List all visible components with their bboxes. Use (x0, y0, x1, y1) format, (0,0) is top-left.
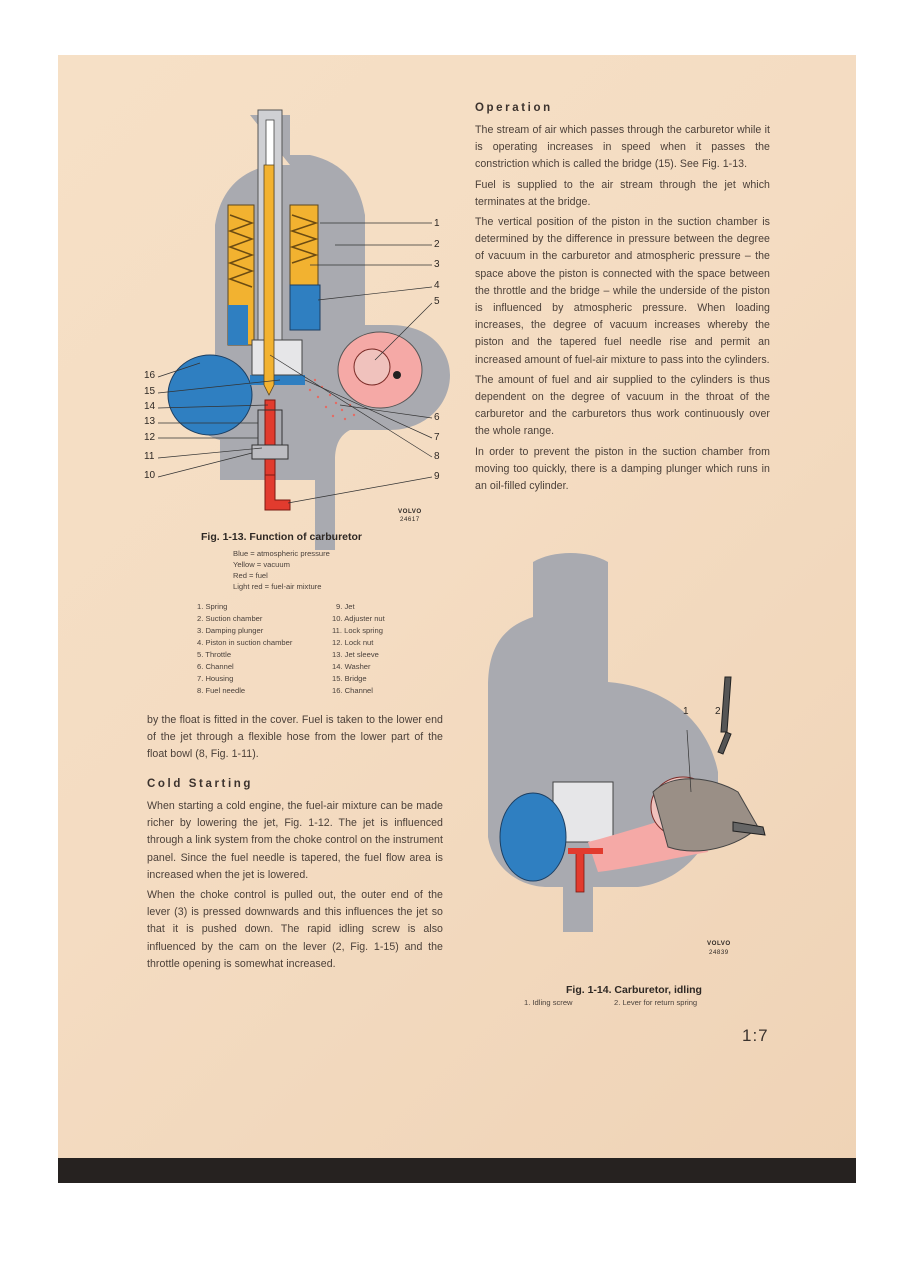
part-10: 10. Adjuster nut (332, 614, 385, 623)
part-5: 5. Throttle (197, 650, 232, 659)
page-number: 1:7 (742, 1026, 769, 1045)
idle-jet (576, 852, 584, 892)
callout-8: 8 (434, 451, 440, 462)
callout-15: 15 (144, 386, 156, 397)
legend-blue: Blue = atmospheric pressure (233, 549, 330, 558)
callout-9: 9 (434, 471, 440, 482)
carburetor-function-diagram (140, 105, 450, 525)
jet (265, 400, 275, 475)
cold-starting-heading: Cold Starting (147, 778, 253, 790)
cold-starting-paragraph-1: When starting a cold engine, the fuel-air mixture can be made richer by lowering the jet, Fig. 1-12. The jet is influenced through a link system from the choke control on the instrument panel. Since the fuel needle is tapered, the fuel flow area is increased when the jet is lowered. (147, 800, 443, 881)
callout-1: 1 (434, 218, 440, 229)
part-8: 8. Fuel needle (197, 686, 246, 695)
callout-3: 3 (434, 259, 440, 270)
part-6: 6. Channel (197, 662, 234, 671)
fig13-caption: Fig. 1-13. Function of carburetor (201, 531, 363, 543)
operation-body (475, 122, 770, 498)
fig14-part-2: 2. Lever for return spring (614, 998, 698, 1007)
callout-12: 12 (144, 432, 156, 443)
operation-paragraph-2: Fuel is supplied to the air stream through the jet which terminates at the bridge. (475, 178, 770, 208)
fig14-brand-mark: VOLVO (707, 940, 731, 947)
operation-paragraph-5: In order to prevent the piston in the suction chamber from moving too quickly, there is a damping plunger which runs in an oil-filled cylinder. (475, 445, 770, 493)
left-intro-paragraph (147, 712, 443, 767)
part-13: 13. Jet sleeve (332, 650, 379, 659)
fig14-part-1: 1. Idling screw (524, 998, 573, 1007)
callout-5: 5 (434, 296, 440, 307)
idle-fuel-bridge (568, 848, 603, 854)
piston-left-zone (228, 305, 248, 345)
cold-starting-body (147, 798, 443, 976)
callout-10: 10 (144, 470, 156, 481)
fig14-number-mark: 24839 (709, 949, 729, 956)
callout-7: 7 (434, 432, 440, 443)
fig13-number-mark: 24617 (400, 516, 420, 523)
adjuster-nut (252, 445, 288, 459)
carburetor-idling-diagram (478, 552, 778, 952)
page-bottom-shadow (58, 1158, 856, 1183)
intro-text: by the float is fitted in the cover. Fuel is taken to the lower end of the jet through a flexible hose from the lower part of the float bowl (8, Fig. 1-11). (147, 714, 443, 761)
legend-red: Red = fuel (233, 571, 268, 580)
part-3: 3. Damping plunger (197, 626, 264, 635)
piston (252, 340, 302, 375)
legend-light-red: Light red = fuel-air mixture (233, 582, 322, 591)
operation-heading: Operation (475, 102, 553, 114)
part-15: 15. Bridge (332, 674, 367, 683)
part-9: 9. Jet (336, 602, 355, 611)
part-7: 7. Housing (197, 674, 234, 683)
callout-11: 11 (144, 451, 155, 462)
callout-16: 16 (144, 370, 156, 381)
cold-starting-paragraph-2: When the choke control is pulled out, the outer end of the lever (3) is pressed downwards and this influences the jet so that it is pushed down. The rapid idling screw is also influenced by the cam on the lever (2, Fig. 1-15) and the throttle opening is somewhat increased. (147, 889, 443, 970)
part-12: 12. Lock nut (332, 638, 374, 647)
legend-yellow: Yellow = vacuum (233, 560, 290, 569)
fig14-callout-1: 1 (683, 706, 689, 717)
piston-atmospheric-zone (290, 285, 320, 330)
callout-6: 6 (434, 412, 440, 423)
part-11: 11. Lock spring (332, 626, 383, 635)
fig14-callout-2: 2 (715, 706, 721, 717)
part-1: 1. Spring (197, 602, 228, 611)
part-4: 4. Piston in suction chamber (197, 638, 293, 647)
fig14-caption: Fig. 1-14. Carburetor, idling (566, 984, 702, 996)
callout-13: 13 (144, 416, 156, 427)
throttle-spindle (393, 371, 401, 379)
fuel-needle (264, 165, 274, 395)
idle-float-chamber (500, 793, 566, 881)
idle-throttle-body (653, 779, 758, 851)
callout-4: 4 (434, 280, 440, 291)
part-16: 16. Channel (332, 686, 373, 695)
callout-14: 14 (144, 401, 156, 412)
operation-paragraph-3: The vertical position of the piston in the suction chamber is determined by the difference in pressure between the degree of vacuum in the carburetor and atmospheric pressure – the space above the piston is connected with the space between the throttle and the bridge – while the underside of the piston is influenced by atmospheric pressure. When loading increases, the degree of vacuum increases whereby the piston and the tapered fuel needle rise and permit an increased amount of fuel-air mixture to pass into the cylinders. (475, 216, 770, 366)
fig13-brand-mark: VOLVO (398, 508, 422, 515)
operation-paragraph-1: The stream of air which passes through the carburetor while it is operating increases in speed when it passes the constriction which is called the bridge (15). See Fig. 1-13. (475, 124, 770, 171)
throttle-disc (354, 349, 390, 385)
operation-paragraph-4: The amount of fuel and air supplied to the cylinders is thus dependent on the degree of vacuum in the throat of the carburetor and the carburetors thus work continuously over the whole range. (475, 373, 770, 438)
part-2: 2. Suction chamber (197, 614, 263, 623)
fuel-hose (265, 475, 290, 510)
part-14: 14. Washer (332, 662, 371, 671)
callout-2: 2 (434, 239, 440, 250)
